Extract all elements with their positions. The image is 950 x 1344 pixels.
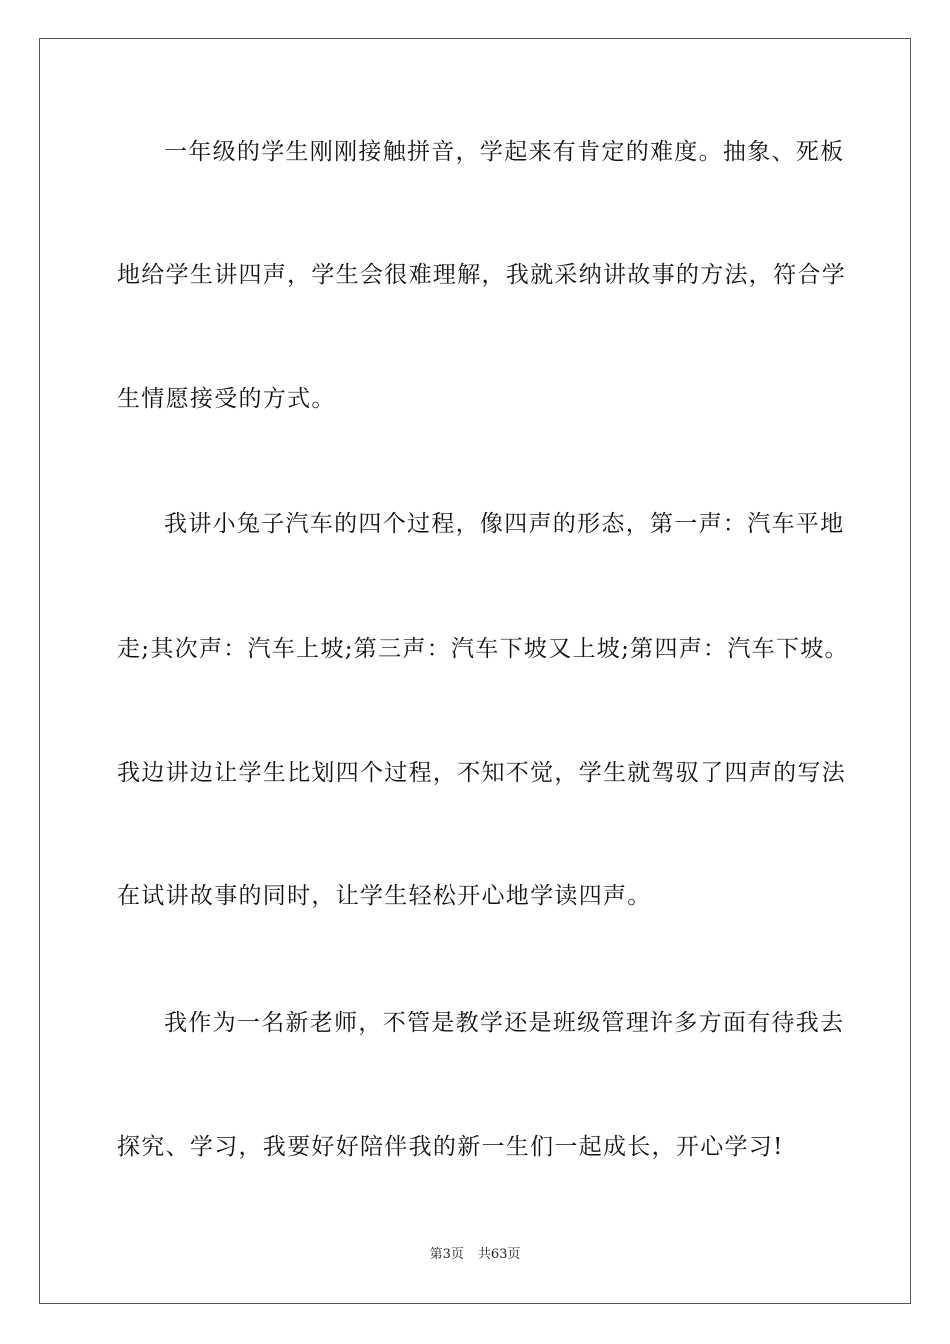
page-border (39, 38, 911, 1304)
paragraph-3-line-2: 探究、学习，我要好好陪伴我的新一生们一起成长，开心学习! (117, 1134, 784, 1160)
page-footer (0, 1246, 950, 1264)
paragraph-1-line-3: 生情愿接受的方式。 (117, 386, 336, 412)
paragraph-2-line-2: 走;其次声：汽车上坡;第三声：汽车下坡又上坡;第四声：汽车下坡。 (117, 636, 849, 662)
paragraph-1-line-1: 一年级的学生刚刚接触拼音，学起来有肯定的难度。抽象、死板 (164, 139, 845, 165)
paragraph-1-line-2: 地给学生讲四声，学生会很难理解，我就采纳讲故事的方法，符合学 (117, 262, 846, 288)
paragraph-2-line-1: 我讲小兔子汽车的四个过程，像四声的形态，第一声：汽车平地 (164, 511, 845, 537)
paragraph-3-line-1: 我作为一名新老师，不管是教学还是班级管理许多方面有待我去 (164, 1010, 845, 1036)
paragraph-2-line-3: 我边讲边让学生比划四个过程，不知不觉，学生就驾驭了四声的写法 (117, 760, 846, 786)
page-number: 第3页 (429, 1247, 464, 1262)
total-pages: 共63页 (477, 1247, 521, 1262)
paragraph-2-line-4: 在试讲故事的同时，让学生轻松开心地学读四声。 (117, 883, 652, 909)
